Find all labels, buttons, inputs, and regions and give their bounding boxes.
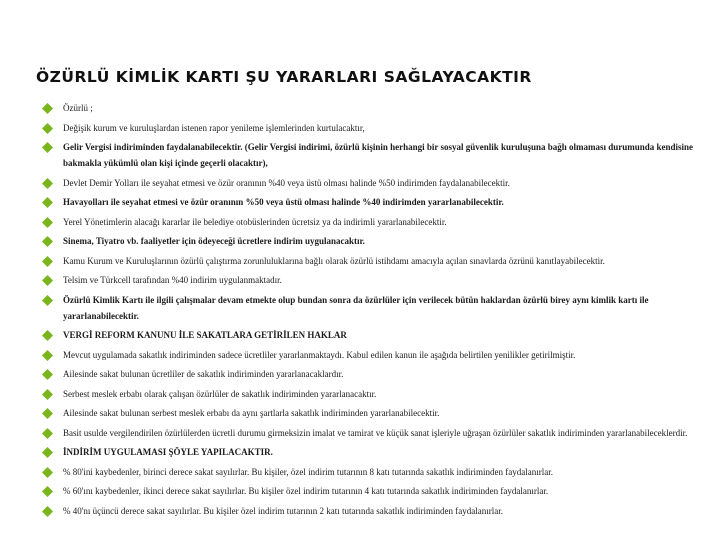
bullet-item: [48, 214, 698, 230]
bullet-item: [48, 405, 698, 421]
diamond-bullet-icon: [42, 389, 53, 400]
bullet-item: [48, 425, 698, 441]
bullet-text: Sinema, Tiyatro vb. faaliyetler için ödeyeceği ücretlere indirim uygulanacaktır.: [63, 236, 365, 246]
diamond-bullet-icon: [42, 428, 53, 439]
bullet-item: [48, 292, 698, 324]
bullet-item: [48, 464, 698, 480]
slide-title: ÖZÜRLÜ KİMLİK KARTI ŞU YARARLARI SAĞLAYACAKTIR: [36, 68, 532, 86]
diamond-bullet-icon: [42, 217, 53, 228]
bullet-text: Değişik kurum ve kuruluşlardan istenen rapor yenileme işlemlerinden kurtulacaktır,: [63, 122, 365, 133]
bullet-text: Ailesinde sakat bulunan serbest meslek erbabı da aynı şartlarla sakatlık indiriminden yararlanabilecektir.: [63, 408, 440, 418]
diamond-bullet-icon: [42, 197, 53, 208]
bullet-text: Ailesinde sakat bulunan ücretliler de sakatlık indiriminden yararlanacaklardır.: [63, 369, 344, 379]
diamond-bullet-icon: [42, 330, 53, 341]
bullet-item: [48, 503, 698, 519]
bullet-list: [48, 100, 698, 522]
diamond-bullet-icon: [42, 408, 53, 419]
bullet-text: % 60'ını kaybedenler, ikinci derece sakat sayılırlar. Bu kişiler özel indirim tutarının 4 katı tutarında sakatlık indiriminden faydalanırlar.: [63, 486, 549, 496]
bullet-text: VERGİ REFORM KANUNU İLE SAKATLARA GETİRİLEN HAKLAR: [63, 330, 347, 340]
bullet-item: [48, 327, 698, 343]
bullet-text: Kamu Kurum ve Kuruluşlarının özürlü çalıştırma zorunluluklarına bağlı olarak özürlü istihdamı amacıyla açılan sınavlarda özrünü kanıtlayabilecektir.: [63, 255, 605, 266]
bullet-item: [48, 444, 698, 460]
bullet-item: [48, 483, 698, 499]
bullet-item: [48, 120, 698, 136]
diamond-bullet-icon: [42, 103, 53, 114]
bullet-text: İNDİRİM UYGULAMASI ŞÖYLE YAPILACAKTIR.: [63, 447, 273, 457]
bullet-item: [48, 233, 698, 249]
bullet-item: [48, 194, 698, 210]
bullet-text: % 80'ini kaybedenler, birinci derece sakat sayılırlar. Bu kişiler, özel indirim tutarının 8 katı tutarında sakatlık indiriminden faydalanırlar.: [63, 466, 554, 477]
bullet-text: % 40'nı üçüncü derece sakat sayılırlar. Bu kişiler özel indirim tutarının 2 katı tutarında sakatlık indiriminden faydalanırlar.: [63, 505, 503, 516]
bullet-item: [48, 366, 698, 382]
bullet-item: [48, 386, 698, 402]
bullet-item: [48, 139, 698, 171]
bullet-item: [48, 347, 698, 363]
diamond-bullet-icon: [42, 467, 53, 478]
diamond-bullet-icon: [42, 123, 53, 134]
bullet-text: Yerel Yönetimlerin alacağı kararlar ile belediye otobüslerinden ücretsiz ya da indirimli yararlanabilecektir.: [63, 216, 447, 227]
bullet-item: [48, 253, 698, 269]
bullet-text: Basit usulde vergilendirilen özürlülerden ücretli durumu girmeksizin imalat ve tamirat ve küçük sanat işleriyle uğraşan özürlüler sakatlık indiriminden yararlanabileceklerdir.: [63, 427, 688, 438]
diamond-bullet-icon: [42, 506, 53, 517]
diamond-bullet-icon: [42, 142, 53, 153]
diamond-bullet-icon: [42, 369, 53, 380]
diamond-bullet-icon: [42, 295, 53, 306]
diamond-bullet-icon: [42, 486, 53, 497]
bullet-text: Telsim ve Türkcell tarafından %40 indirim uygulanmaktadır.: [63, 275, 282, 285]
diamond-bullet-icon: [42, 178, 53, 189]
diamond-bullet-icon: [42, 236, 53, 247]
bullet-text: Özürlü Kimlik Kartı ile ilgili çalışmalar devam etmekte olup bundan sonra da özürlüler için verilecek bütün haklardan özürlü birey aynı kimlik kartı ile yararlanabilecektir.: [63, 294, 649, 321]
bullet-text: Serbest meslek erbabı olarak çalışan özürlüler de sakatlık indiriminden yararlanacaktır.: [63, 388, 377, 399]
bullet-item: [48, 175, 698, 191]
diamond-bullet-icon: [42, 447, 53, 458]
bullet-item: [48, 272, 698, 288]
diamond-bullet-icon: [42, 275, 53, 286]
bullet-text: Devlet Demir Yolları ile seyahat etmesi ve özür oranının %40 veya üstü olması halinde %50 indirimden faydalanabilecektir.: [63, 177, 510, 188]
bullet-text: Gelir Vergisi indiriminden faydalanabilecektir. (Gelir Vergisi indirimi, özürlü kişinin herhangi bir sosyal güvenlik kuruluşuna bağlı olmaması durumunda kendisine bakmakla yükümlü olan kişi içinde geçerli olacaktır),: [63, 142, 694, 168]
diamond-bullet-icon: [42, 256, 53, 267]
bullet-text: Özürlü ;: [63, 103, 93, 113]
bullet-text: Mevcut uygulamada sakatlık indiriminden sadece ücretliler yararlanmaktaydı. Kabul edilen kanun ile aşağıda belirtilen yenilikler getirilmiştir.: [63, 349, 576, 360]
bullet-item: [48, 100, 698, 116]
bullet-text: Havayolları ile seyahat etmesi ve özür oranının %50 veya üstü olması halinde %40 indirimden yararlanabilecektir.: [63, 197, 504, 207]
diamond-bullet-icon: [42, 350, 53, 361]
